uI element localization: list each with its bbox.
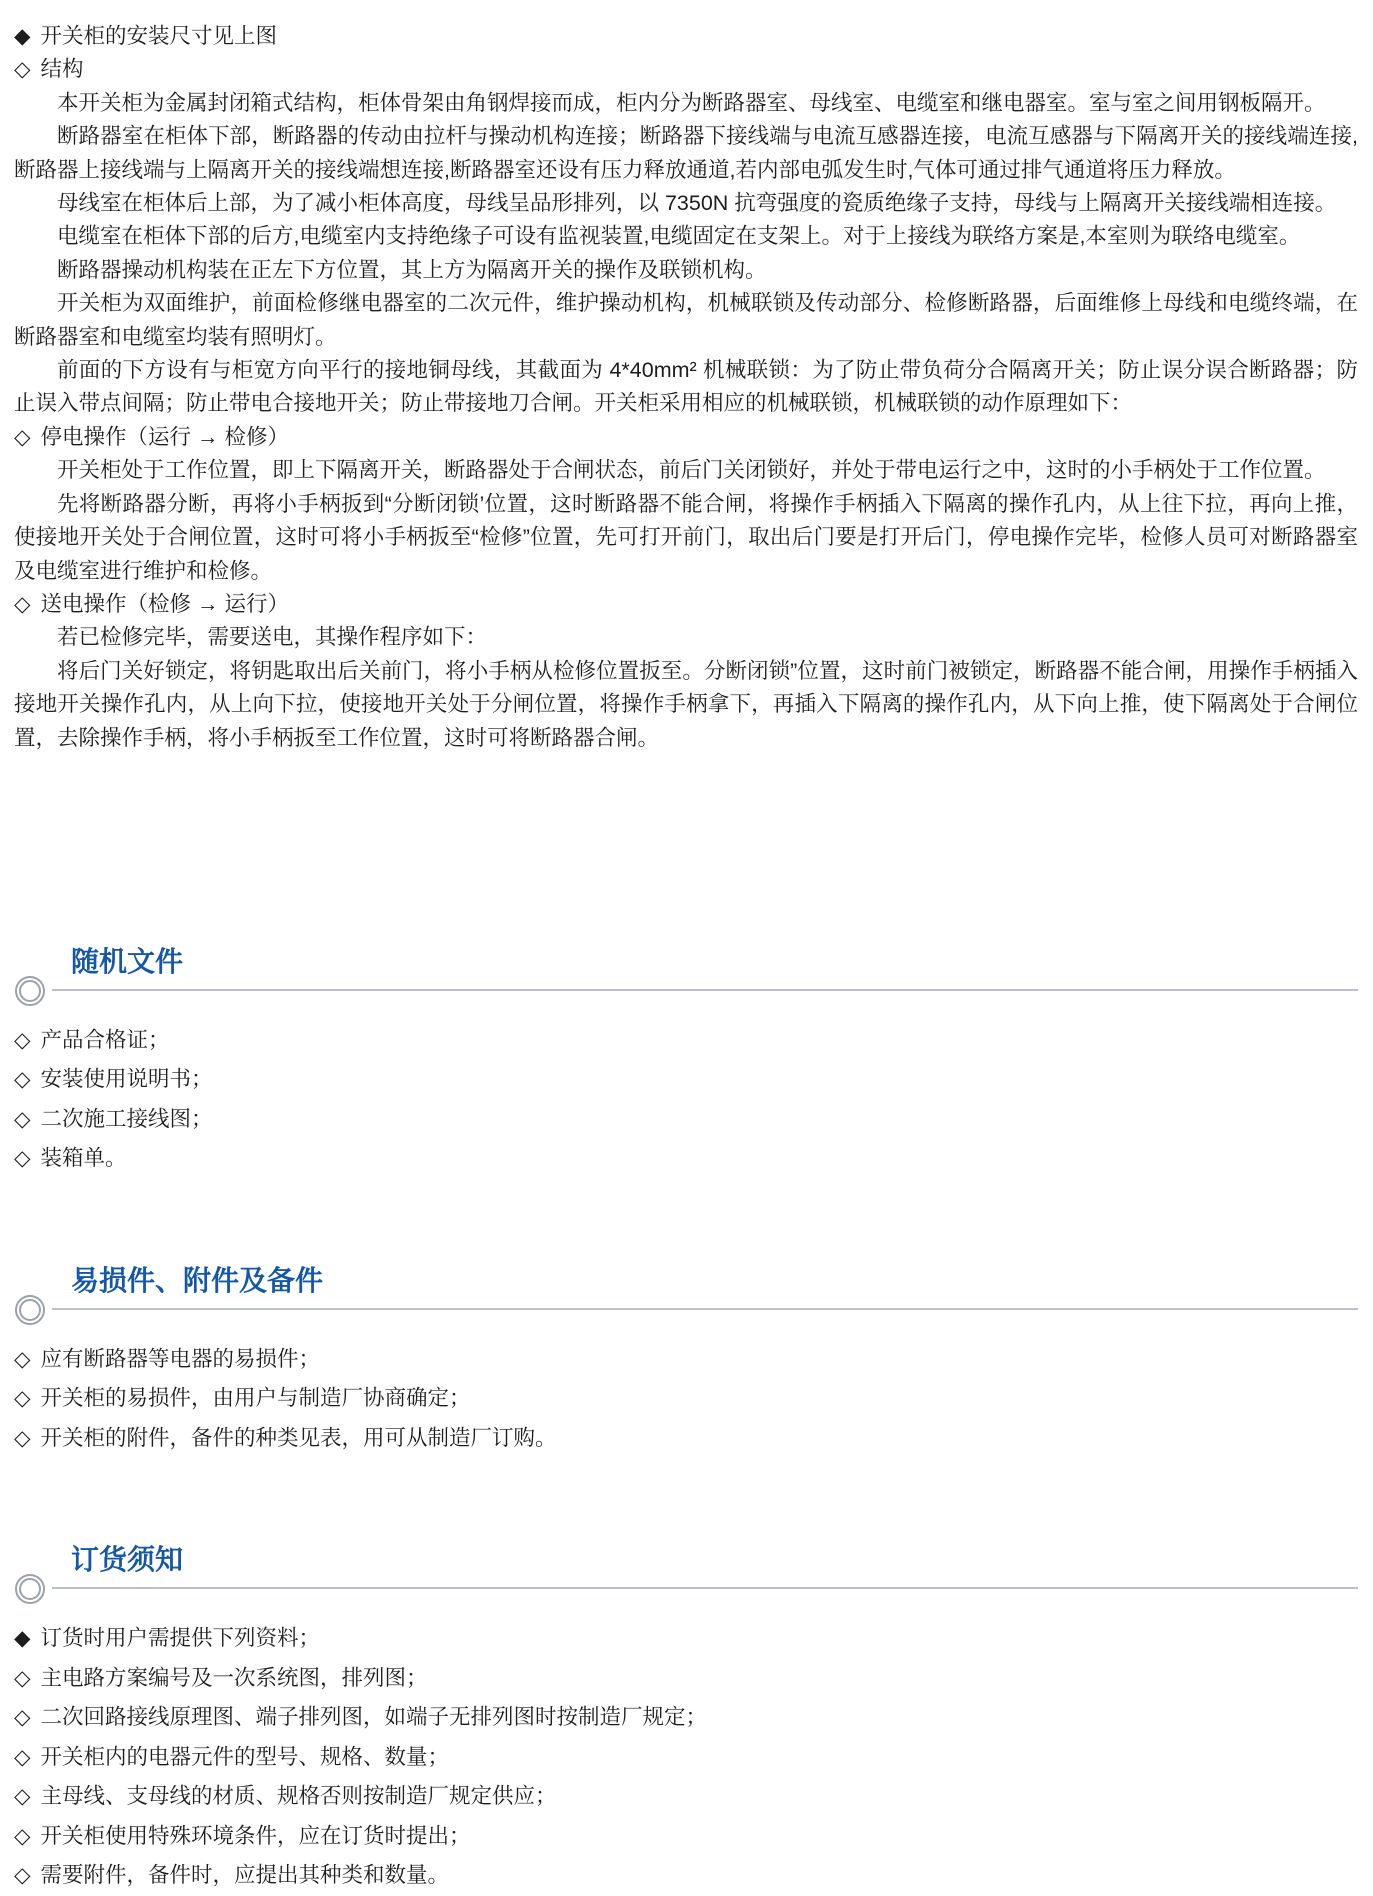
paragraph: 开关柜为双面维护，前面检修继电器室的二次元件，维护操动机构，机械联锁及传动部分、检修断路器，后面维修上母线和电缆终端，在断路器室和电缆室均装有照明灯。 <box>14 291 1358 349</box>
list-item-text: 开关柜使用特殊环境条件，应在订货时提出； <box>40 1823 471 1848</box>
bullet-line <box>14 421 1358 454</box>
paragraph: 前面的下方设有与柜宽方向平行的接地铜母线，其截面为 4*40mm² 机械联锁：为了防止带负荷分合隔离开关；防止误分误合断路器；防止误入带点间隔；防止带电合接地开关；防止带接地刀合闸。开关柜采用相应的机械联锁，机械联锁的动作原理如下： <box>14 358 1358 416</box>
list-item-text: 开关柜的易损件，由用户与制造厂协商确定； <box>40 1386 471 1411</box>
bullet-line <box>14 20 1358 53</box>
section-title: 易损件、附件及备件 <box>71 1264 324 1296</box>
list-item <box>14 1738 1358 1778</box>
divider-line <box>52 1587 1358 1589</box>
hollow-diamond-icon: ◇ <box>14 591 31 616</box>
list-item-text: 主母线、支母线的材质、规格否则按制造厂规定供应； <box>40 1784 557 1809</box>
bullet-text: 结构 <box>40 57 84 82</box>
paragraph: 本开关柜为金属封闭箱式结构，柜体骨架由角钢焊接而成，柜内分为断路器室、母线室、电缆室和继电器室。室与室之间用钢板隔开。 <box>57 90 1326 115</box>
paragraph: 开关柜处于工作位置，即上下隔离开关，断路器处于合闸状态，前后门关闭锁好，并处于带电运行之中，这时的小手柄处于工作位置。 <box>57 458 1326 483</box>
list-item <box>14 1100 1358 1140</box>
divider-line <box>52 1308 1358 1310</box>
list-item-text: 主电路方案编号及一次系统图，排列图； <box>40 1665 428 1690</box>
section-ordering-instructions <box>14 1543 1358 1896</box>
list-item-text: 装箱单。 <box>40 1146 127 1171</box>
bullet-text: 开关柜的安装尺寸见上图 <box>40 24 278 48</box>
list-item <box>14 1021 1358 1061</box>
list-item <box>14 1817 1358 1857</box>
list-item <box>14 1659 1358 1699</box>
section-title: 订货须知 <box>71 1544 184 1576</box>
list-item-text: 需要附件，备件时，应提出其种类和数量。 <box>40 1863 450 1888</box>
list-item <box>14 1060 1358 1100</box>
hollow-diamond-icon: ◇ <box>14 1027 31 1052</box>
list-item-text: 二次回路接线原理图、端子排列图，如端子无排列图时按制造厂规定； <box>40 1705 708 1730</box>
list-item <box>14 1139 1358 1179</box>
bullet-text: 送电操作（检修 → 运行） <box>40 591 289 616</box>
bullet-line <box>14 588 1358 621</box>
paragraph: 若已检修完毕，需要送电，其操作程序如下： <box>57 625 488 650</box>
hollow-diamond-icon: ◇ <box>14 1744 31 1769</box>
hollow-diamond-icon: ◇ <box>14 1705 31 1730</box>
list-item-text: 订货时用户需提供下列资料； <box>40 1626 321 1651</box>
hollow-diamond-icon: ◇ <box>14 1346 31 1371</box>
section-title: 随机文件 <box>71 945 184 977</box>
hollow-diamond-icon: ◇ <box>14 1863 31 1888</box>
paragraph: 电缆室在柜体下部的后方,电缆室内支持绝缘子可设有监视装置,电缆固定在支架上。对于上接线为联络方案是,本室则为联络电缆室。 <box>57 224 1301 249</box>
double-circle-icon <box>15 976 45 1006</box>
list-item <box>14 1340 1358 1380</box>
hollow-diamond-icon: ◇ <box>14 1067 31 1092</box>
list-item-text: 开关柜内的电器元件的型号、规格、数量； <box>40 1744 450 1769</box>
section-accompanying-documents <box>14 945 1358 1179</box>
hollow-diamond-icon: ◇ <box>14 1425 31 1450</box>
double-circle-icon <box>15 1295 45 1325</box>
filled-diamond-icon: ◆ <box>14 24 31 48</box>
divider-line <box>52 989 1358 991</box>
section-item-list <box>14 1619 1358 1896</box>
section-divider <box>14 1298 1358 1324</box>
hollow-diamond-icon: ◇ <box>14 1386 31 1411</box>
hollow-diamond-icon: ◇ <box>14 1823 31 1848</box>
section-item-list <box>14 1340 1358 1459</box>
paragraph: 断路器操动机构装在正左下方位置，其上方为隔离开关的操作及联锁机构。 <box>57 257 767 282</box>
list-item-text: 安装使用说明书； <box>40 1067 213 1092</box>
hollow-diamond-icon: ◇ <box>14 1784 31 1809</box>
document-text-block <box>14 20 1358 755</box>
section-wearing-parts-accessories <box>14 1264 1358 1459</box>
list-item-text: 产品合格证； <box>40 1027 170 1052</box>
hollow-diamond-icon: ◇ <box>14 424 31 449</box>
filled-diamond-icon: ◆ <box>14 1626 31 1651</box>
section-divider <box>14 979 1358 1005</box>
list-item-text: 开关柜的附件，备件的种类见表，用可从制造厂订购。 <box>40 1425 557 1450</box>
hollow-diamond-icon: ◇ <box>14 1146 31 1171</box>
hollow-diamond-icon: ◇ <box>14 57 31 82</box>
hollow-diamond-icon: ◇ <box>14 1106 31 1131</box>
list-item-text: 二次施工接线图； <box>40 1106 213 1131</box>
bullet-text: 停电操作（运行 → 检修） <box>40 424 289 449</box>
list-item-text: 应有断路器等电器的易损件； <box>40 1346 321 1371</box>
paragraph: 断路器室在柜体下部，断路器的传动由拉杆与操动机构连接；断路器下接线端与电流互感器连接，电流互感器与下隔离开关的接线端连接,断路器上接线端与上隔离开关的接线端想连接,断路器室还设有压力释放通道,若内部电弧发生时,气体可通过排气通道将压力释放。 <box>14 124 1358 182</box>
paragraph: 母线室在柜体后上部，为了减小柜体高度，母线呈品形排列，以 7350N 抗弯强度的瓷质绝缘子支持，母线与上隔离开关接线端相连接。 <box>57 191 1337 216</box>
paragraph: 先将断路器分断，再将小手柄扳到“分断闭锁’位置，这时断路器不能合闸，将操作手柄插入下隔离的操作孔内，从上往下拉，再向上推，使接地开关处于合闸位置，这时可将小手柄扳至“检修”位置，先可打开前门，取出后门要是打开后门，停电操作完毕，检修人员可对断路器室及电缆室进行维护和检修。 <box>14 491 1358 583</box>
hollow-diamond-icon: ◇ <box>14 1665 31 1690</box>
paragraph: 将后门关好锁定，将钥匙取出后关前门，将小手柄从检修位置扳至。分断闭锁”位置，这时前门被锁定，断路器不能合闸，用操作手柄插入接地开关操作孔内，从上向下拉，使接地开关处于分闸位置，将操作手柄拿下，再插入下隔离的操作孔内，从下向上推，使下隔离处于合闸位置，去除操作手柄，将小手柄扳至工作位置，这时可将断路器合闸。 <box>14 658 1358 750</box>
list-item <box>14 1419 1358 1459</box>
list-item <box>14 1619 1358 1659</box>
list-item <box>14 1379 1358 1419</box>
list-item <box>14 1856 1358 1896</box>
section-item-list <box>14 1021 1358 1179</box>
double-circle-icon <box>15 1574 45 1604</box>
section-divider <box>14 1577 1358 1603</box>
bullet-line <box>14 53 1358 86</box>
list-item <box>14 1698 1358 1738</box>
list-item <box>14 1777 1358 1817</box>
